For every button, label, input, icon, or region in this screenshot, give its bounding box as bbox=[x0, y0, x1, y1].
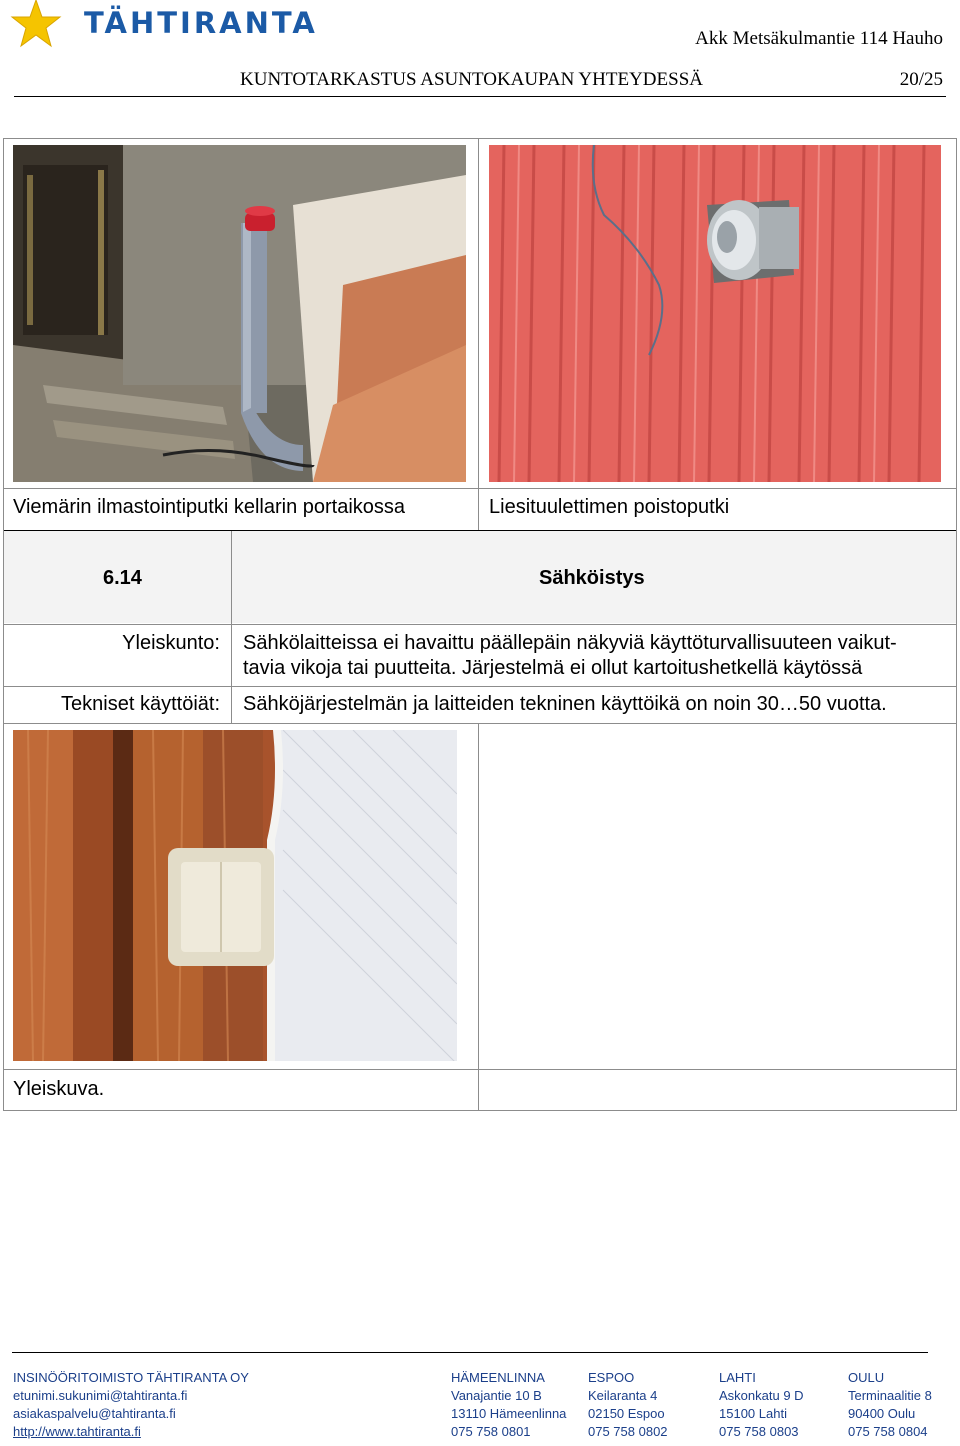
page-number: 20/25 bbox=[899, 69, 943, 90]
office-postal: 90400 Oulu bbox=[848, 1406, 916, 1421]
photo-vent-pipe bbox=[13, 145, 466, 482]
table-border bbox=[3, 1069, 957, 1070]
section-header-background bbox=[3, 531, 957, 623]
company-logo bbox=[10, 0, 340, 50]
table-border bbox=[3, 1110, 957, 1111]
photo-hood-exhaust bbox=[489, 145, 941, 482]
header-divider bbox=[14, 96, 946, 97]
star-icon bbox=[10, 0, 66, 50]
office-postal: 15100 Lahti bbox=[719, 1406, 787, 1421]
office-phone: 075 758 0804 bbox=[848, 1424, 928, 1439]
footer-office-hameenlinna bbox=[451, 1369, 566, 1441]
row-text-condition-line1: Sähkölaitteissa ei havaittu päällepäin näkyviä käyttöturvallisuuteen vaikut- bbox=[243, 632, 897, 654]
section-title: Sähköistys bbox=[539, 567, 645, 589]
photo-caption: Yleiskuva. bbox=[13, 1078, 105, 1100]
table-border bbox=[478, 724, 479, 1111]
office-postal: 13110 Hämeenlinna bbox=[451, 1406, 567, 1421]
company-name: INSINÖÖRITOIMISTO TÄHTIRANTA OY bbox=[13, 1370, 249, 1385]
table-border bbox=[478, 138, 479, 530]
office-postal: 02150 Espoo bbox=[588, 1406, 665, 1421]
table-border bbox=[3, 138, 4, 1111]
photo-light-switch bbox=[13, 730, 457, 1061]
table-border bbox=[956, 138, 957, 1111]
table-border bbox=[3, 624, 957, 625]
photo-caption: Viemärin ilmastointiputki kellarin portaikossa bbox=[13, 496, 406, 518]
company-website-link[interactable]: http://www.tahtiranta.fi bbox=[13, 1424, 141, 1439]
office-street: Terminaalitie 8 bbox=[848, 1388, 932, 1403]
photo-caption: Liesituulettimen poistoputki bbox=[489, 496, 730, 518]
property-address: Akk Metsäkulmantie 114 Hauho bbox=[695, 28, 943, 49]
section-number: 6.14 bbox=[103, 567, 142, 589]
office-street: Keilaranta 4 bbox=[588, 1388, 658, 1403]
footer-company bbox=[13, 1369, 249, 1441]
row-text-service-life: Sähköjärjestelmän ja laitteiden tekninen käyttöikä on noin 30…50 vuotta. bbox=[243, 693, 887, 715]
office-phone: 075 758 0801 bbox=[451, 1424, 531, 1439]
row-text-condition-line2: tavia vikoja tai puutteita. Järjestelmä ei ollut kartoitushetkellä käytössä bbox=[243, 657, 863, 679]
row-label-service-life: Tekniset käyttöiät: bbox=[61, 693, 220, 715]
table-border bbox=[3, 686, 957, 687]
table-border bbox=[3, 723, 957, 724]
footer-divider bbox=[12, 1352, 928, 1353]
table-border bbox=[3, 530, 957, 531]
office-phone: 075 758 0803 bbox=[719, 1424, 799, 1439]
document-title: KUNTOTARKASTUS ASUNTOKAUPAN YHTEYDESSÄ bbox=[240, 69, 703, 90]
company-email[interactable]: etunimi.sukunimi@tahtiranta.fi bbox=[13, 1388, 188, 1403]
footer-office-oulu bbox=[848, 1369, 932, 1441]
office-street: Vanajantie 10 B bbox=[451, 1388, 542, 1403]
office-city: OULU bbox=[848, 1370, 885, 1385]
office-city: HÄMEENLINNA bbox=[451, 1370, 545, 1385]
row-label-condition: Yleiskunto: bbox=[122, 632, 220, 654]
office-street: Askonkatu 9 D bbox=[719, 1388, 804, 1403]
logo-wordmark: TÄHTIRANTA bbox=[84, 6, 318, 40]
customer-service-email[interactable]: asiakaspalvelu@tahtiranta.fi bbox=[13, 1406, 176, 1421]
office-city: ESPOO bbox=[588, 1370, 635, 1385]
office-phone: 075 758 0802 bbox=[588, 1424, 668, 1439]
footer-office-espoo bbox=[588, 1369, 668, 1441]
table-border bbox=[3, 488, 957, 489]
table-border bbox=[231, 531, 232, 723]
office-city: LAHTI bbox=[719, 1370, 756, 1385]
table-border bbox=[3, 138, 957, 139]
footer-office-lahti bbox=[719, 1369, 804, 1441]
